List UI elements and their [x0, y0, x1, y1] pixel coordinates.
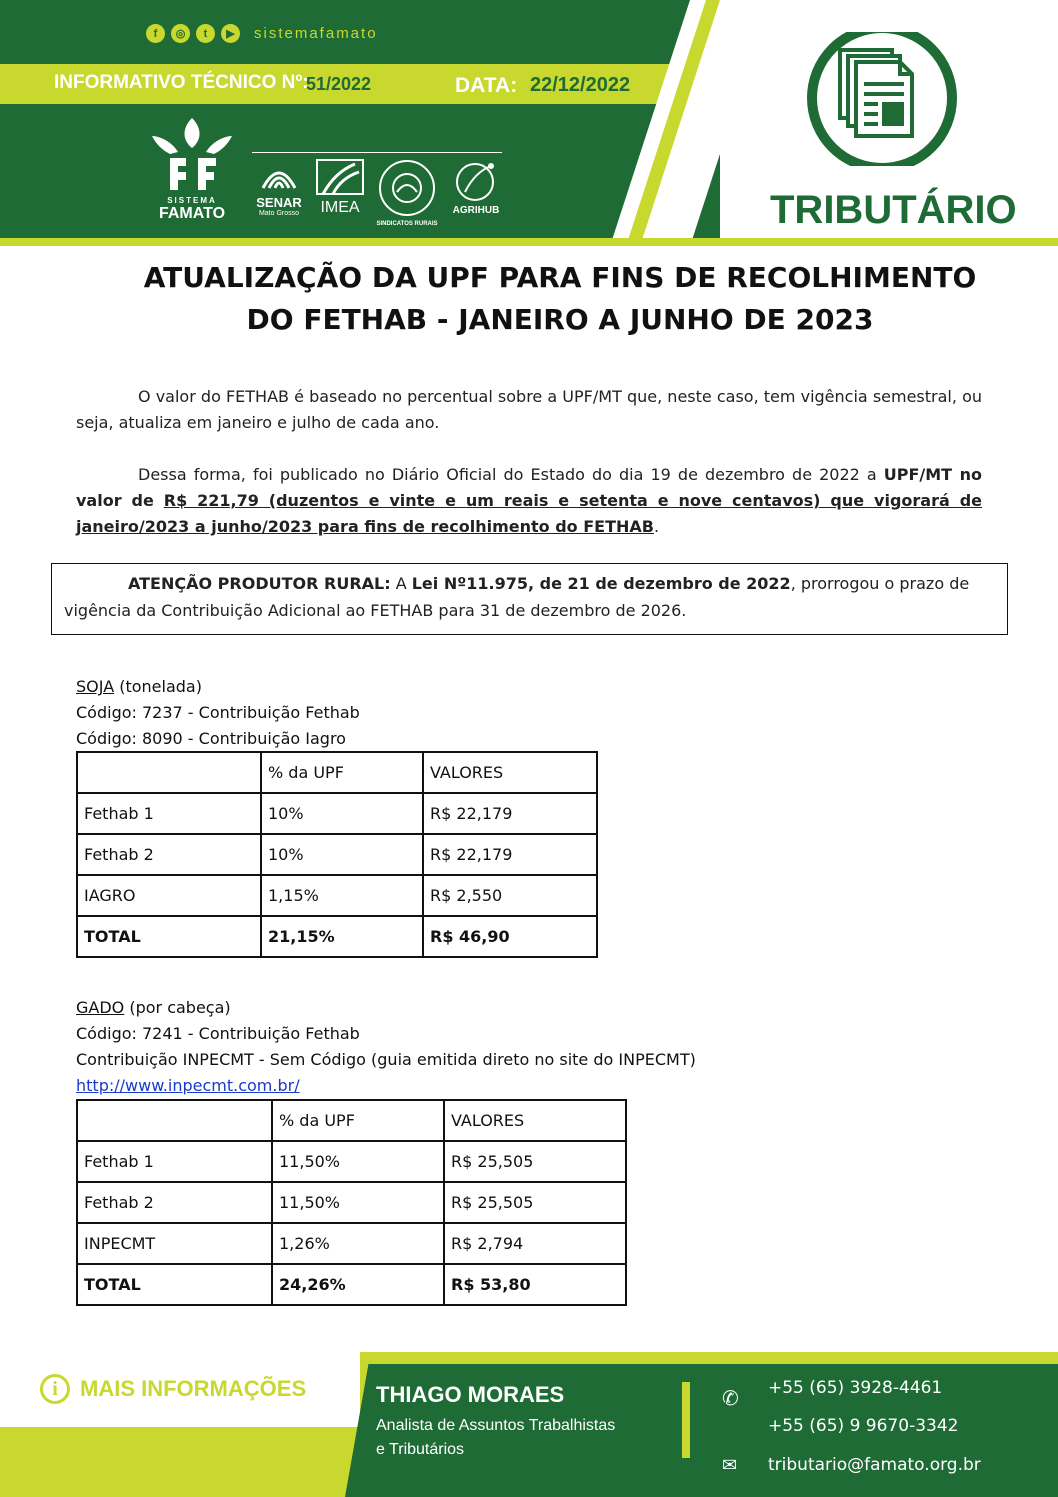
social-links [146, 24, 378, 43]
email-address[interactable]: tributario@famato.org.br [768, 1455, 981, 1475]
table-cell: 10% [261, 793, 423, 834]
table-cell: Fethab 2 [77, 834, 261, 875]
page-title [60, 257, 1058, 341]
attention-label: ATENÇÃO PRODUTOR RURAL: [128, 574, 391, 593]
famato-logo-system: SISTEMA [167, 196, 217, 205]
date-label: DATA: [455, 74, 518, 97]
table-cell: 24,26% [272, 1264, 444, 1305]
table-row [77, 1223, 626, 1264]
title-line-2: DO FETHAB - JANEIRO A JUNHO DE 2023 [246, 303, 874, 336]
contact-role-line-1: Analista de Assuntos Trabalhistas [376, 1417, 616, 1434]
table-header-row [77, 1100, 626, 1141]
table-row [77, 1182, 626, 1223]
famato-logo-icon [146, 114, 238, 192]
table-cell: R$ 25,505 [444, 1182, 626, 1223]
social-handle: sistemafamato [254, 25, 378, 42]
table-header-cell [77, 752, 261, 793]
agrihub-logo-icon [451, 158, 501, 202]
contact-role-line-2: e Tributários [376, 1441, 465, 1458]
attention-law: Lei Nº11.975, de 21 de dezembro de 2022 [411, 574, 791, 593]
table-header-cell: VALORES [444, 1100, 626, 1141]
table-cell: 11,50% [272, 1141, 444, 1182]
partner-divider [252, 152, 502, 153]
table-total-row [77, 1264, 626, 1305]
sindicatos-logo [374, 158, 440, 227]
gado-section-header [76, 995, 696, 1099]
document-icon [804, 32, 960, 170]
table-cell: INPECMT [77, 1223, 272, 1264]
table-header-cell: VALORES [423, 752, 597, 793]
table-cell: 11,50% [272, 1182, 444, 1223]
paragraph-2 [76, 462, 982, 540]
paragraph-1-text: O valor do FETHAB é baseado no percentual sobre a UPF/MT que, neste caso, tem vigência semestral, ou seja, atualiza em janeiro e julho de cada ano. [76, 387, 982, 432]
attention-box [51, 563, 1008, 635]
soja-name: SOJA [76, 677, 115, 696]
senar-logo [254, 158, 304, 217]
info-icon: i [40, 1374, 70, 1404]
gado-unit: (por cabeça) [124, 998, 231, 1017]
gado-code-1: Código: 7241 - Contribuição Fethab [76, 1024, 360, 1043]
paragraph-2-period: que vigorará de janeiro/2023 a junho/2023 para fins de recolhimento do FETHAB [76, 491, 982, 536]
soja-table [76, 751, 598, 958]
table-cell: IAGRO [77, 875, 261, 916]
imea-name: IMEA [320, 199, 360, 216]
soja-unit: (tonelada) [114, 677, 202, 696]
phone-1[interactable]: +55 (65) 3928-4461 [768, 1378, 943, 1398]
date-value: 22/12/2022 [530, 74, 631, 96]
instagram-icon[interactable]: ◎ [171, 24, 190, 43]
header-bottom-stripe [0, 238, 1058, 246]
sindicatos-logo-icon [377, 158, 437, 218]
youtube-icon[interactable]: ▶ [221, 24, 240, 43]
paragraph-2-upf: UPF/MT no valor de [76, 465, 983, 510]
table-row [77, 834, 597, 875]
attention-text-a: A [390, 574, 412, 593]
email-icon: ✉ [722, 1455, 738, 1476]
more-info-label: MAIS INFORMAÇÕES [80, 1376, 307, 1401]
info-label: INFORMATIVO TÉCNICO Nº: [54, 72, 309, 93]
table-cell: 1,26% [272, 1223, 444, 1264]
attention-text-b: , prorrogou o prazo de vigência da Contribuição Adicional ao FETHAB para 31 de dezembro de 2026. [64, 574, 970, 620]
table-header-cell: % da UPF [272, 1100, 444, 1141]
famato-logo [146, 114, 238, 224]
contact-role [376, 1414, 636, 1462]
facebook-icon[interactable]: f [146, 24, 165, 43]
senar-logo-icon [259, 158, 299, 192]
paragraph-2-end: . [653, 517, 660, 536]
paragraph-2-value: R$ 221,79 (duzentos e vinte e um reais e setenta e nove centavos) [163, 491, 821, 510]
table-header-cell: % da UPF [261, 752, 423, 793]
table-cell: Fethab 2 [77, 1182, 272, 1223]
table-cell: 10% [261, 834, 423, 875]
gado-name: GADO [76, 998, 125, 1017]
table-cell: R$ 2,550 [423, 875, 597, 916]
paragraph-1 [76, 384, 982, 436]
table-cell: R$ 22,179 [423, 793, 597, 834]
table-header-cell [77, 1100, 272, 1141]
table-row [77, 793, 597, 834]
table-cell: TOTAL [77, 1264, 272, 1305]
table-row [77, 875, 597, 916]
table-header-row [77, 752, 597, 793]
senar-sub: Mato Grosso [258, 210, 300, 217]
senar-name: SENAR [256, 195, 302, 210]
table-cell: R$ 46,90 [423, 916, 597, 957]
table-cell: R$ 22,179 [423, 834, 597, 875]
title-line-1: ATUALIZAÇÃO DA UPF PARA FINS DE RECOLHIMENTO [143, 261, 977, 294]
table-cell: R$ 53,80 [444, 1264, 626, 1305]
soja-section-header [76, 674, 360, 752]
famato-logo-name: FAMATO [158, 205, 226, 222]
phone-2[interactable]: +55 (65) 9 9670-3342 [768, 1416, 959, 1436]
soja-code-1: Código: 7237 - Contribuição Fethab [76, 703, 360, 722]
inpecmt-link[interactable]: http://www.inpecmt.com.br/ [76, 1076, 300, 1095]
more-info [40, 1374, 306, 1404]
footer-divider [682, 1382, 690, 1458]
category-label: TRIBUTÁRIO [770, 188, 1017, 232]
sindicatos-name: SINDICATOS RURAIS [376, 221, 438, 227]
table-cell: R$ 2,794 [444, 1223, 626, 1264]
twitter-icon[interactable]: t [196, 24, 215, 43]
phone-icon: ✆ [722, 1386, 739, 1410]
gado-code-2: Contribuição INPECMT - Sem Código (guia emitida direto no site do INPECMT) [76, 1050, 696, 1069]
soja-code-2: Código: 8090 - Contribuição Iagro [76, 729, 346, 748]
gado-table [76, 1099, 627, 1306]
table-cell: 1,15% [261, 875, 423, 916]
table-cell: Fethab 1 [77, 1141, 272, 1182]
table-cell: 21,15% [261, 916, 423, 957]
table-total-row [77, 916, 597, 957]
imea-logo [312, 158, 368, 217]
info-number: 51/2022 [306, 74, 372, 94]
imea-logo-icon [315, 158, 365, 196]
table-cell: TOTAL [77, 916, 261, 957]
agrihub-logo [444, 158, 508, 216]
paragraph-2-text-a: Dessa forma, foi publicado no Diário Oficial do Estado do dia 19 de dezembro de 2022 a [138, 465, 884, 484]
table-cell: R$ 25,505 [444, 1141, 626, 1182]
agrihub-name: AGRIHUB [452, 205, 500, 216]
contact-name: THIAGO MORAES [376, 1382, 565, 1407]
table-cell: Fethab 1 [77, 793, 261, 834]
table-row [77, 1141, 626, 1182]
